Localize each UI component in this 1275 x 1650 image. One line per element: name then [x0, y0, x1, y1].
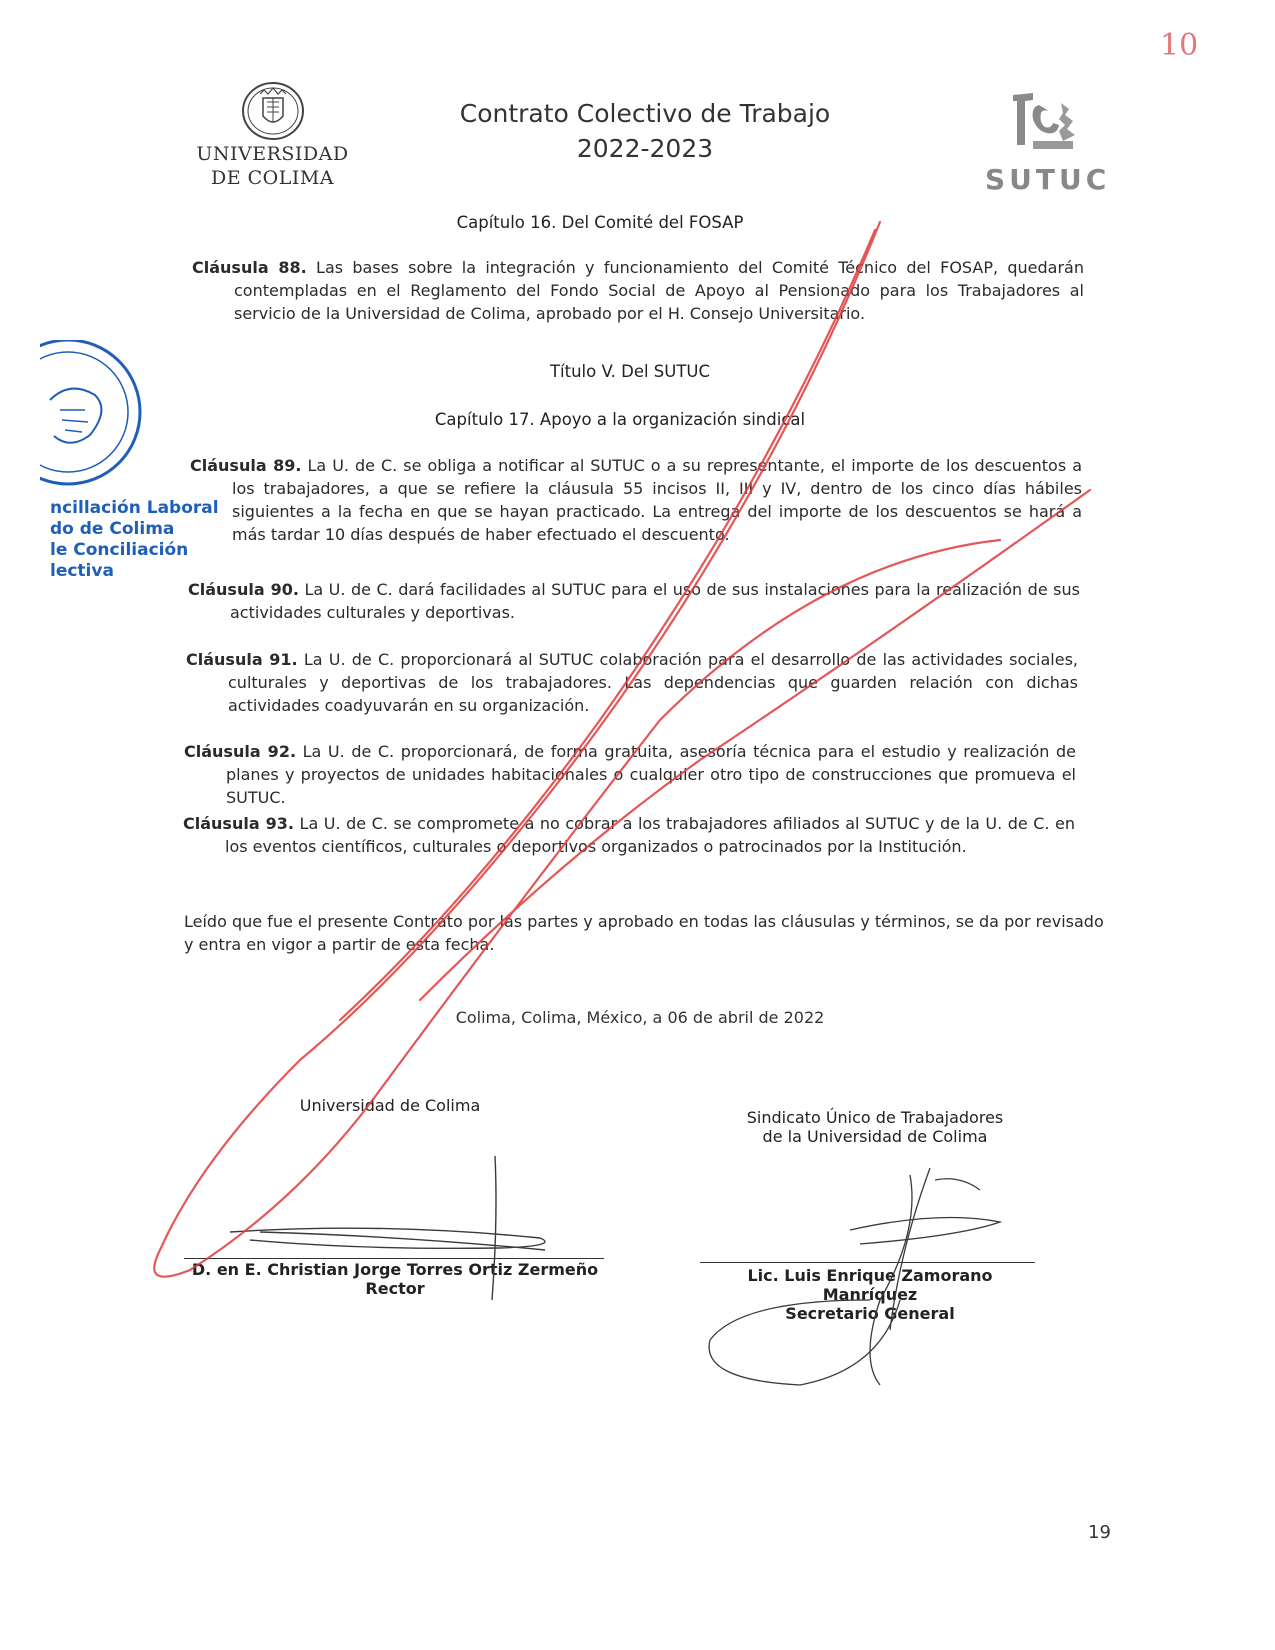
- clause-91-text: La U. de C. proporcionará al SUTUC colaboración para el desarrollo de las actividades sociales, culturales y deportivas de los trabajadores. Las dependencias que guarden relación con dichas actividades coadyuvarán en su organización.: [228, 650, 1078, 715]
- place-date: Colima, Colima, México, a 06 de abril de 2022: [455, 1008, 825, 1027]
- clause-90: [188, 578, 1080, 624]
- university-name-line2: DE COLIMA: [210, 167, 335, 189]
- right-signature-org-line2: de la Universidad de Colima: [762, 1127, 988, 1146]
- clause-89-text: La U. de C. se obliga a notificar al SUTUC o a su representante, el importe de los descuentos a los trabajadores, a que se refiere la cláusula 55 incisos II, III y IV, dentro de los cinco días hábiles siguientes a la fecha en que se hayan practicado. La entrega del importe de los descuentos se hará a más tardar 10 días después de haber efectuado el descuento.: [232, 456, 1082, 544]
- stamp-text-line1: ncillación Laboral: [50, 498, 219, 518]
- clause-93-label: Cláusula 93.: [183, 814, 294, 833]
- left-signatory-name: D. en E. Christian Jorge Torres Ortiz Zermeño: [191, 1260, 599, 1279]
- union-logo: [985, 85, 1110, 205]
- university-name-line1: UNIVERSIDAD: [196, 143, 349, 165]
- clause-88-text: Las bases sobre la integración y funcionamiento del Comité Técnico del FOSAP, quedarán contempladas en el Reglamento del Fondo Social de Apoyo al Pensionado para los Trabajadores al servicio de la Universidad de Colima, aprobado por el H. Consejo Universitario.: [234, 258, 1084, 323]
- chapter-17-heading: Capítulo 17. Apoyo a la organización sindical: [434, 410, 806, 429]
- university-crest-icon: [238, 80, 308, 142]
- title-v-heading: Título V. Del SUTUC: [549, 362, 711, 381]
- stamp-text-line4: lectiva: [50, 561, 114, 581]
- left-signatory-role: Rector: [365, 1279, 425, 1298]
- clause-92: [184, 740, 1076, 809]
- clause-92-label: Cláusula 92.: [184, 742, 297, 761]
- left-signatory: [180, 1260, 610, 1298]
- handwritten-page-mark: 10: [1160, 28, 1199, 63]
- left-signature-line: [184, 1258, 604, 1259]
- seal-icon: [40, 340, 150, 490]
- clause-89: [190, 454, 1082, 546]
- closing-paragraph: Leído que fue el presente Contrato por las partes y aprobado en todas las cláusulas y términos, se da por revisado y entra en vigor a partir de esta fecha.: [184, 912, 1104, 954]
- stamp-text-line2: do de Colima: [50, 519, 175, 539]
- left-signature-org: Universidad de Colima: [299, 1096, 481, 1115]
- clause-90-text: La U. de C. dará facilidades al SUTUC para el uso de sus instalaciones para la realización de sus actividades culturales y deportivas.: [230, 580, 1080, 622]
- clause-88-label: Cláusula 88.: [192, 258, 307, 277]
- clause-93: [183, 812, 1075, 858]
- title-line2: 2022-2023: [576, 134, 714, 163]
- clause-90-label: Cláusula 90.: [188, 580, 299, 599]
- title-line1: Contrato Colectivo de Trabajo: [459, 99, 831, 128]
- union-logo-text: SUTUC: [985, 163, 1111, 196]
- document-title: [430, 96, 860, 166]
- right-signature-org: [710, 1108, 1040, 1146]
- right-signature-line: [700, 1262, 1035, 1263]
- clause-93-text: La U. de C. se compromete a no cobrar a los trabajadores afiliados al SUTUC y de la U. de C. en los eventos científicos, culturales o deportivos organizados o patrocinados por la Institución.: [225, 814, 1076, 856]
- clause-92-text: La U. de C. proporcionará, de forma gratuita, asesoría técnica para el estudio y realización de planes y proyectos de unidades habitacionales o cualquier otro tipo de construcciones que promueva el SUTUC.: [226, 742, 1076, 807]
- chapter-16-heading: Capítulo 16. Del Comité del FOSAP: [456, 213, 744, 232]
- clause-91: [186, 648, 1078, 717]
- clause-89-label: Cláusula 89.: [190, 456, 302, 475]
- university-logo: [195, 80, 350, 205]
- right-signature-org-line1: Sindicato Único de Trabajadores: [746, 1108, 1004, 1127]
- clause-91-label: Cláusula 91.: [186, 650, 298, 669]
- right-signatory-role: Secretario General: [785, 1304, 955, 1323]
- clause-88: [192, 256, 1084, 325]
- page-number: 19: [1088, 1522, 1111, 1543]
- right-signatory: [700, 1266, 1040, 1323]
- stamp-text-line3: le Conciliación: [50, 540, 189, 560]
- conciliation-stamp: [40, 340, 219, 600]
- right-signatory-name: Lic. Luis Enrique Zamorano Manríquez: [747, 1266, 993, 1304]
- sutuc-emblem-icon: [1003, 85, 1093, 165]
